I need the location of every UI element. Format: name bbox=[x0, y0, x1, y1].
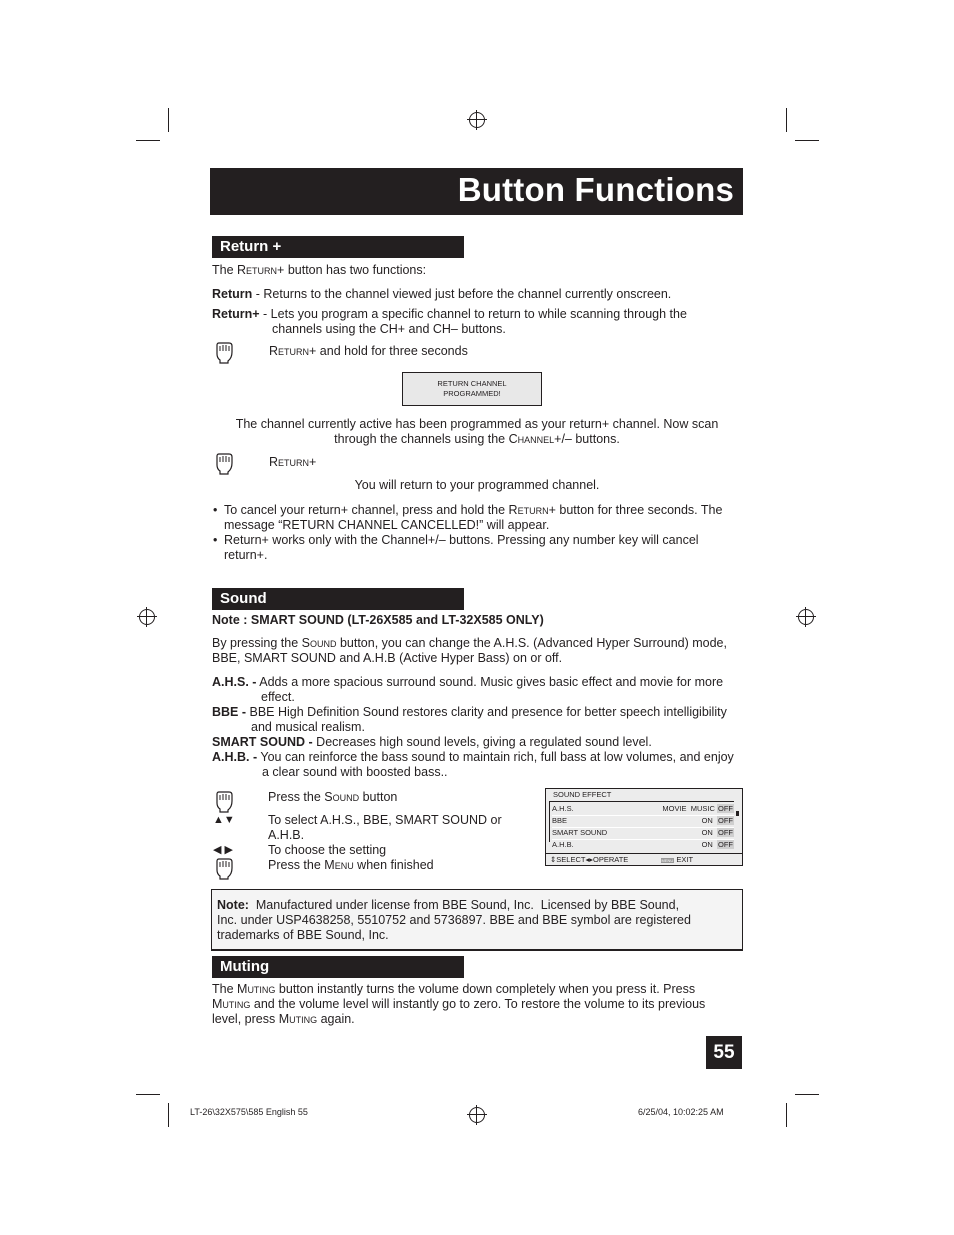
ahs-definition-cont: effect. bbox=[261, 690, 295, 704]
hand-press-icon bbox=[214, 791, 234, 813]
hand-press-icon bbox=[214, 342, 234, 364]
osd-row-option: ON bbox=[701, 840, 713, 849]
bullet-channel-only-cont: return+. bbox=[224, 548, 268, 562]
section-heading-label: Return + bbox=[220, 238, 282, 255]
bbe-definition: BBE - BBE High Definition Sound restores clarity and presence for better speech intelligibility bbox=[212, 705, 727, 719]
crop-mark bbox=[168, 1103, 169, 1127]
left-right-arrow-icon: ◀ ▶ bbox=[213, 844, 233, 856]
osd-row-option: ON bbox=[701, 828, 713, 837]
crop-mark bbox=[795, 1094, 819, 1095]
osd-updown-icon: ⇕ bbox=[550, 855, 557, 864]
osd-row-option-selected: OFF bbox=[718, 816, 733, 825]
section-heading-label: Muting bbox=[220, 958, 270, 975]
ahb-definition-cont: a clear sound with boosted bass.. bbox=[262, 765, 448, 779]
ahs-definition: A.H.S. - Adds a more spacious surround sound. Music gives basic effect and movie for more bbox=[212, 675, 724, 689]
bullet-channel-only: Return+ works only with the Channel+/– buttons. Pressing any number key will cancel bbox=[224, 533, 699, 547]
osd-sound-effect-menu bbox=[545, 788, 743, 866]
section-heading-muting bbox=[212, 956, 464, 978]
osd-menu-key-icon: MENU bbox=[661, 857, 674, 863]
osd-row-label: A.H.S. bbox=[552, 804, 574, 813]
up-down-arrow-icon: ▲▼ bbox=[213, 814, 235, 826]
hand-press-icon bbox=[214, 453, 234, 475]
registration-mark-icon bbox=[469, 112, 485, 128]
bullet-cancel-cont: message “RETURN CHANNEL CANCELLED!” will appear. bbox=[224, 518, 550, 532]
sound-intro-cont: BBE, SMART SOUND and A.H.B (Active Hyper Bass) on or off. bbox=[212, 651, 563, 665]
osd-row-option-selected: OFF bbox=[718, 828, 733, 837]
osd-row-option: ON bbox=[701, 816, 713, 825]
osd-line: RETURN CHANNEL bbox=[437, 379, 507, 388]
bbe-definition-cont: and musical realism. bbox=[251, 720, 365, 734]
will-return-text: You will return to your programmed channel. bbox=[354, 478, 600, 492]
registration-mark-icon bbox=[798, 609, 814, 625]
return-step-2: Return+ bbox=[269, 455, 317, 469]
returnplus-definition-cont: channels using the CH+ and CH– buttons. bbox=[272, 322, 506, 336]
sound-step-select: To select A.H.S., BBE, SMART SOUND or bbox=[268, 813, 502, 827]
crop-mark bbox=[786, 1103, 787, 1127]
note-line: Inc. under USP4638258, 5510752 and 5736897. BBE and BBE symbol are registered bbox=[217, 913, 691, 927]
page-title: Button Functions bbox=[457, 171, 734, 208]
osd-footer-exit: EXIT bbox=[676, 855, 694, 864]
bbe-license-note bbox=[211, 889, 743, 950]
registration-mark-icon bbox=[139, 609, 155, 625]
sound-note: Note : SMART SOUND (LT-26X585 and LT-32X585 ONLY) bbox=[212, 613, 544, 627]
ahb-definition: A.H.B. - You can reinforce the bass sound to maintain rich, full bass at low volumes, and enjoy bbox=[212, 750, 734, 764]
sound-step-select-cont: A.H.B. bbox=[268, 828, 305, 842]
crop-mark bbox=[136, 1094, 160, 1095]
crop-mark bbox=[168, 108, 169, 132]
muting-text: The Muting button instantly turns the volume down completely when you press it. Press bbox=[212, 982, 696, 996]
osd-menu-title: SOUND EFFECT bbox=[553, 790, 612, 799]
osd-row-bbe bbox=[552, 815, 734, 826]
osd-row-label: BBE bbox=[552, 816, 568, 825]
osd-row-smart-sound bbox=[552, 827, 734, 838]
bullet-icon: • bbox=[213, 533, 218, 547]
section-heading-sound bbox=[212, 588, 464, 610]
active-programmed-text: The channel currently active has been programmed as your return+ channel. Now scan bbox=[235, 417, 719, 431]
note-line: Note: Manufactured under license from BBE Sound, Inc. Licensed by BBE Sound, bbox=[217, 898, 680, 912]
return-definition: Return - Returns to the channel viewed just before the channel currently onscreen. bbox=[212, 287, 672, 301]
osd-return-programmed bbox=[402, 372, 542, 406]
footer-timestamp: 6/25/04, 10:02:25 AM bbox=[638, 1107, 724, 1117]
sound-step-choose: To choose the setting bbox=[268, 843, 387, 857]
osd-row-option-selected: OFF bbox=[718, 804, 733, 813]
active-programmed-text-cont: through the channels using the Channel+/– buttons. bbox=[334, 432, 620, 446]
sound-step-press: Press the Sound button bbox=[268, 790, 398, 804]
osd-row-label: SMART SOUND bbox=[552, 828, 608, 837]
page-title-bar bbox=[210, 168, 743, 215]
osd-row-option: MOVIE MUSIC bbox=[662, 804, 715, 813]
osd-row-option-selected: OFF bbox=[718, 840, 733, 849]
muting-text-cont: level, press Muting again. bbox=[212, 1012, 355, 1026]
section-heading-return bbox=[212, 236, 464, 258]
osd-line: PROGRAMMED! bbox=[443, 389, 501, 398]
crop-mark bbox=[786, 108, 787, 132]
section-heading-label: Sound bbox=[220, 590, 267, 607]
bullet-icon: • bbox=[213, 503, 218, 517]
hand-press-icon bbox=[214, 858, 234, 880]
sound-step-menu: Press the Menu when finished bbox=[268, 858, 434, 872]
crop-mark bbox=[136, 140, 160, 141]
registration-mark-icon bbox=[469, 1107, 485, 1123]
return-step-1: Return+ and hold for three seconds bbox=[269, 344, 468, 358]
osd-leftright-icon: ◂▸ bbox=[585, 855, 594, 864]
returnplus-definition: Return+ - Lets you program a specific channel to return to while scanning through the bbox=[212, 307, 687, 321]
osd-footer-select: SELECT bbox=[556, 855, 586, 864]
footer-file-info: LT-26\32X575\585 English 55 bbox=[190, 1107, 308, 1117]
crop-mark bbox=[795, 140, 819, 141]
osd-row-ahs bbox=[552, 803, 734, 814]
osd-footer-operate: OPERATE bbox=[593, 855, 629, 864]
sound-intro: By pressing the Sound button, you can change the A.H.S. (Advanced Hyper Surround) mode, bbox=[212, 636, 727, 650]
muting-text-cont: Muting and the volume level will instantly go to zero. To restore the volume to its previous bbox=[212, 997, 706, 1011]
return-intro: The Return+ button has two functions: bbox=[212, 263, 427, 277]
osd-footer bbox=[550, 855, 693, 864]
page-number: 55 bbox=[706, 1036, 742, 1069]
bullet-cancel: To cancel your return+ channel, press and hold the Return+ button for three seconds. The bbox=[224, 503, 723, 517]
smart-sound-definition: SMART SOUND - Decreases high sound levels, giving a regulated sound level. bbox=[212, 735, 652, 749]
osd-row-ahb bbox=[552, 839, 734, 850]
note-line: trademarks of BBE Sound, Inc. bbox=[217, 928, 389, 942]
osd-row-label: A.H.B. bbox=[552, 840, 574, 849]
